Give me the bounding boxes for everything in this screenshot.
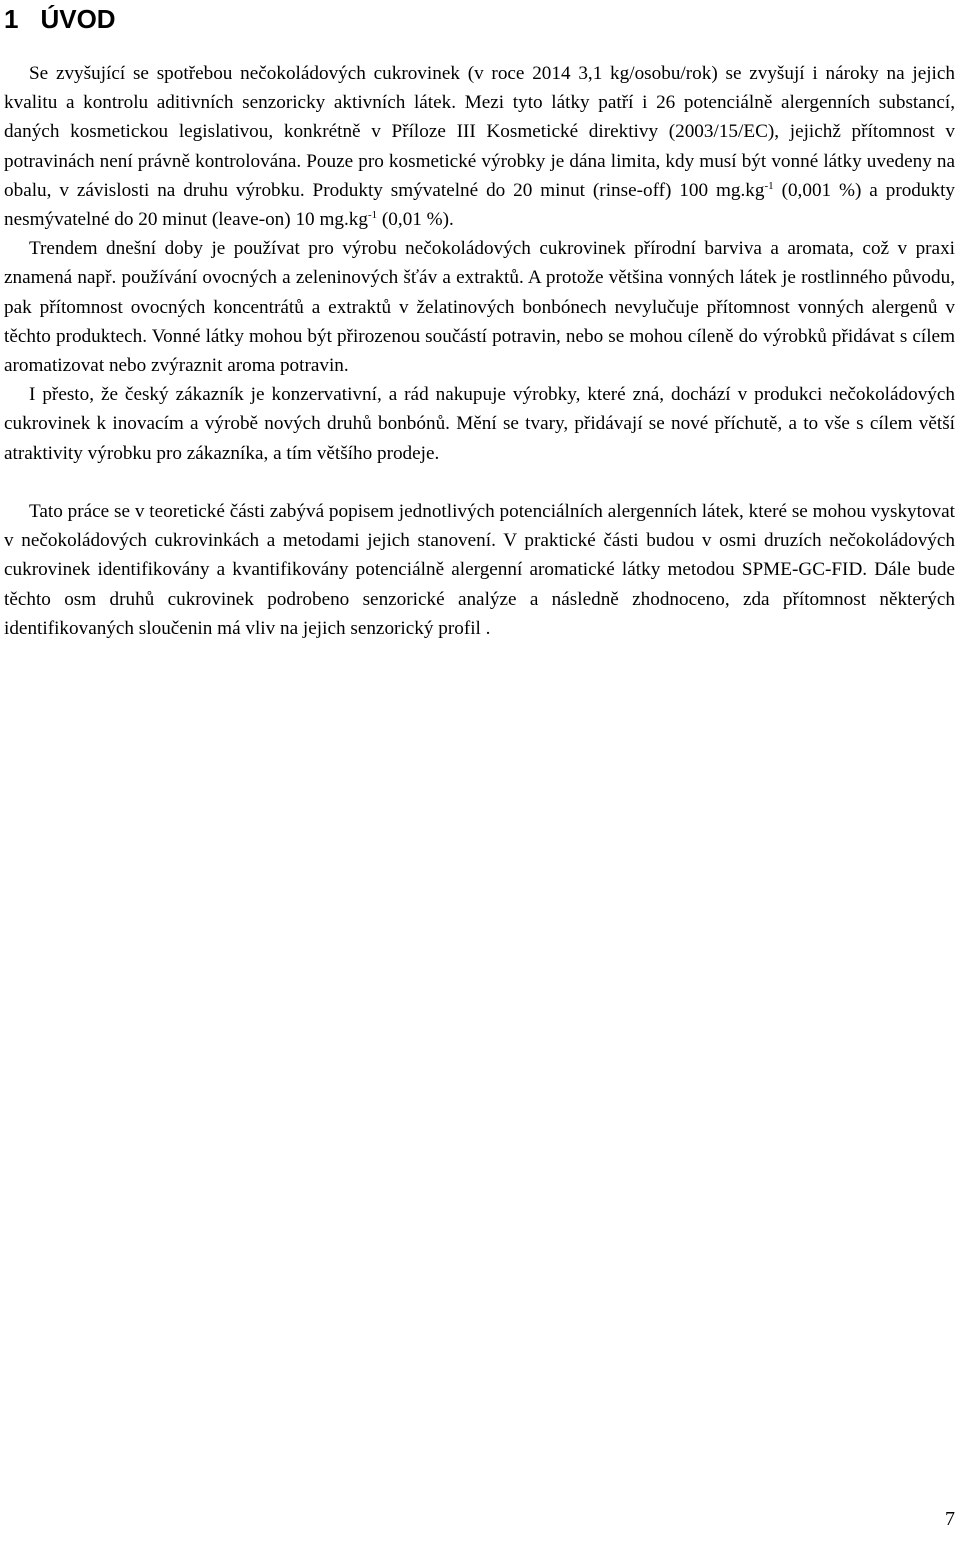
exponent-2: -1 xyxy=(367,209,378,222)
paragraph-innovation: I přesto, že český zákazník je konzervativní, a rád nakupuje výrobky, které zná, dochází v produkci nečokoládových cukrovinek k inovacím a výrobě nových druhů bonbónů. Mění se tvary, přidávají se nové příchutě, a to vše s cílem větší atraktivity výrobku pro zákazníka, a tím většího prodeje. xyxy=(4,384,955,464)
paragraph-1-text-b: (0,001 %) a produkty nesmývatelné do 20 minut (leave-on) 10 mg.kg xyxy=(4,179,956,231)
paragraph-1-text-a: Se zvyšující se spotřebou nečokoládových cukrovinek (v roce 2014 3,1 kg/osobu/rok) se zvyšují i nároky na jejich kvalitu a kontrolu aditivních senzoricky aktivních látek. Mezi tyto látky patří i 26 potenciálně alergenních substancí, daných kosmetickou legislativou, konkrétně v Příloze III Kosmetické direktivy (2003/15/EC), jejichž přítomnost v potravinách není právně kontrolována. Pouze pro kosmetické výrobky je dána limita, kdy musí být vonné látky uvedeny na obalu, v závislosti na druhu výrobku. Produkty smývatelné do 20 minut (rinse-off) 100 mg.kg xyxy=(4,63,955,201)
page-number: 7 xyxy=(945,1508,955,1530)
paragraph-1-text-c: (0,01 %). xyxy=(377,209,454,231)
chapter-number: 1 xyxy=(4,4,19,34)
paragraph-natural-colorants: Trendem dnešní doby je používat pro výrobu nečokoládových cukrovinek přírodní barviva a aromata, což v praxi znamená např. používání ovocných a zeleninových šťáv a extraktů. A protože většina vonných látek je rostlinného původu, pak přítomnost ovocných koncentrátů a extraktů v želatinových bonbónech nevylučuje přítomnost vonných alergenů v těchto produktech. Vonné látky mohou být přirozenou součástí potravin, nebo se mohou cíleně do výrobků přidávat s cílem aromatizovat nebo zvýraznit aroma potravin. xyxy=(4,238,955,377)
paragraph-consumption-allergens xyxy=(4,59,955,234)
paragraph-thesis-aim: Tato práce se v teoretické části zabývá popisem jednotlivých potenciálních alergenních látek, které se mohou vyskytovat v nečokoládových cukrovinkách a metodami jejich stanovení. V praktické části budou v osmi druzích nečokoládových cukrovinek identifikovány a kvantifikovány potenciálně alergenní aromatické látky metodou SPME-GC-FID. Dále bude těchto osm druhů cukrovinek podrobeno senzorické analýze a následně zhodnoceno, zda přítomnost některých identifikovaných sloučenin má vliv na jejich senzorický profil . xyxy=(4,501,955,639)
chapter-title: ÚVOD xyxy=(40,4,116,34)
chapter-heading xyxy=(4,2,116,36)
chapter-body xyxy=(4,59,955,643)
exponent-1: -1 xyxy=(764,179,774,192)
